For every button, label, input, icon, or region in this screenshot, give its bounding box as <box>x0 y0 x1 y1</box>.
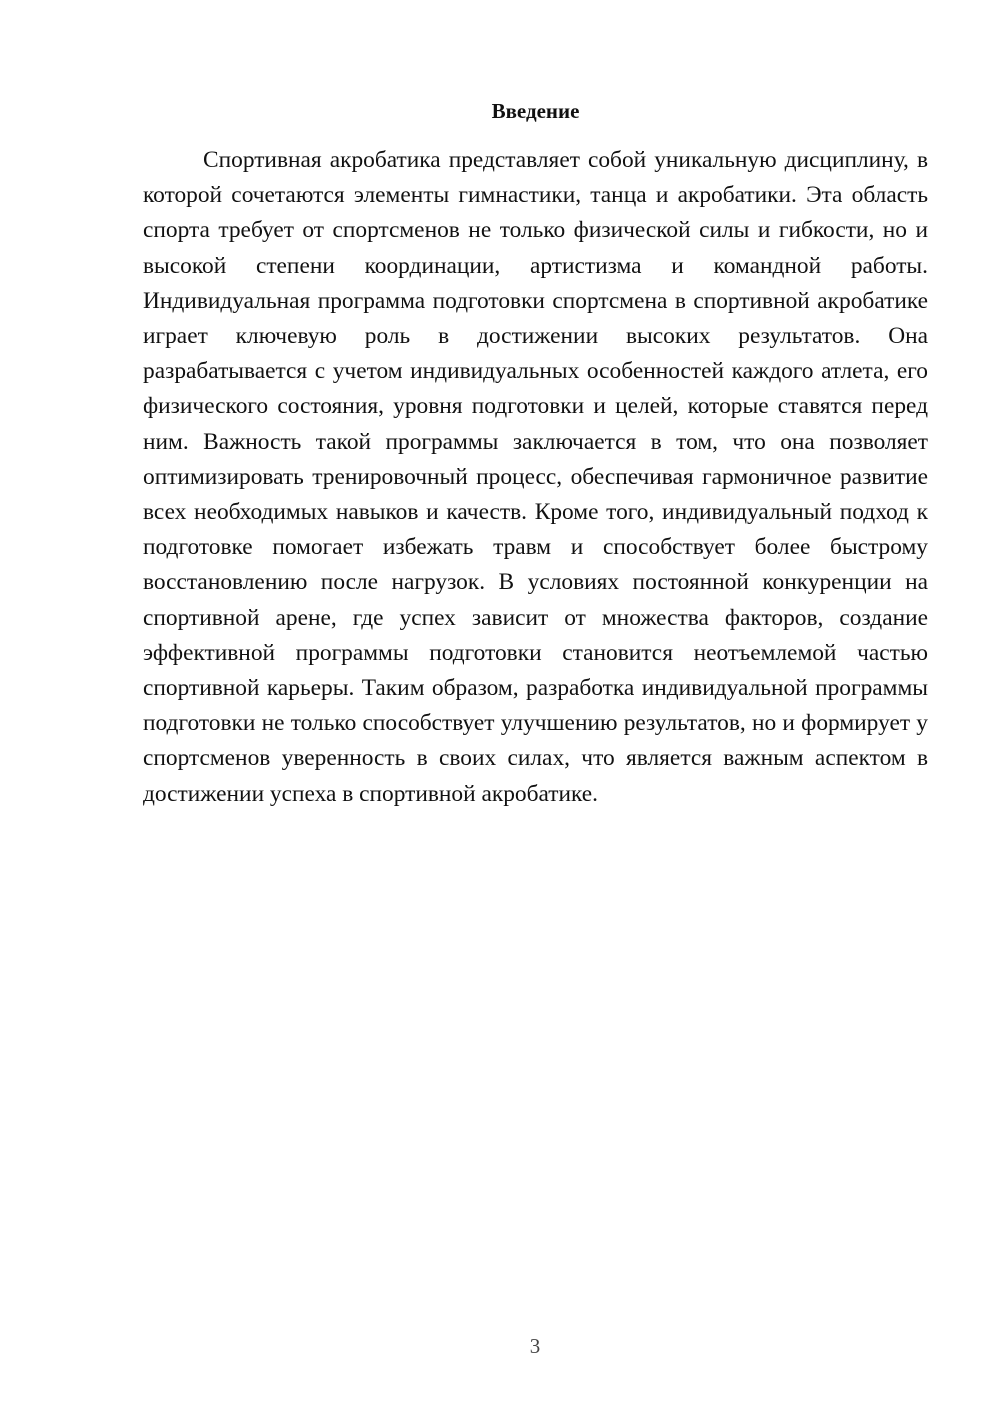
body-paragraph: Спортивная акробатика представляет собой уникальную дисциплину, в которой сочетаются элементы гимнастики, танца и акробатики. Эта область спорта требует от спортсменов не только физической силы и гибкости, но и высокой степени координации, артистизма и командной работы. Индивидуальная программа подготовки спортсмена в спортивной акробатике играет ключевую роль в достижении высоких результатов. Она разрабатывается с учетом индивидуальных особенностей каждого атлета, его физического состояния, уровня подготовки и целей, которые ставятся перед ним. Важность такой программы заключается в том, что она позволяет оптимизировать тренировочный процесс, обеспечивая гармоничное развитие всех необходимых навыков и качеств. Кроме того, индивидуальный подход к подготовке помогает избежать травм и способствует более быстрому восстановлению после нагрузок. В условиях постоянной конкуренции на спортивной арене, где успех зависит от множества факторов, создание эффективной программы подготовки становится неотъемлемой частью спортивной карьеры. Таким образом, разработка индивидуальной программы подготовки не только способствует улучшению результатов, но и формирует у спортсменов уверенность в своих силах, что является важным аспектом в достижении успеха в спортивной акробатике. <box>143 147 928 807</box>
page-number: 3 <box>529 1334 541 1358</box>
section-heading: Введение <box>491 99 580 123</box>
